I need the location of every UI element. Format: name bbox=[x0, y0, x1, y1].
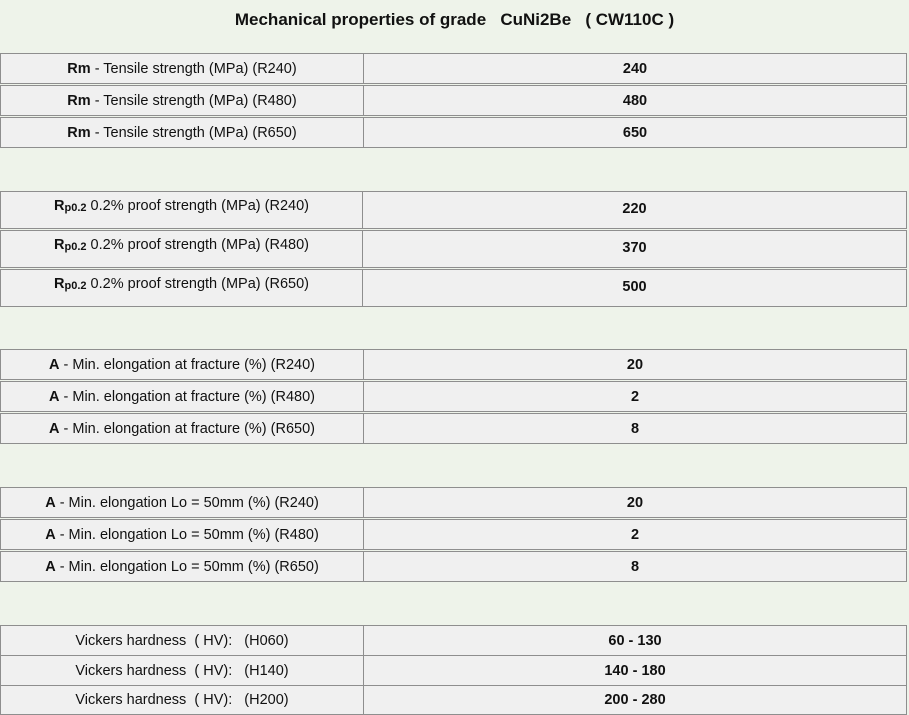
property-symbol: A bbox=[45, 494, 56, 511]
property-label bbox=[1, 520, 364, 549]
property-label bbox=[1, 350, 364, 379]
table-row bbox=[0, 53, 907, 84]
property-symbol: R bbox=[54, 237, 65, 253]
property-label: Vickers hardness ( HV): (H200) bbox=[1, 686, 364, 714]
page-title: Mechanical properties of grade CuNi2Be ( CW110C ) bbox=[234, 10, 675, 29]
property-subscript: p0.2 bbox=[64, 241, 87, 253]
property-value: 8 bbox=[630, 420, 640, 437]
property-symbol: A bbox=[49, 388, 60, 405]
property-value: 2 bbox=[630, 388, 640, 405]
property-label bbox=[1, 118, 364, 147]
property-value: 240 bbox=[622, 60, 648, 77]
table-row bbox=[0, 349, 907, 380]
property-value: 500 bbox=[622, 279, 647, 295]
property-value: 200 - 280 bbox=[604, 692, 666, 708]
table-row bbox=[0, 85, 907, 116]
table-row bbox=[0, 191, 907, 229]
property-text: 0.2% proof strength (MPa) (R480) bbox=[86, 237, 309, 253]
table-row bbox=[0, 625, 907, 656]
property-text: - Min. elongation Lo = 50mm (%) (R240) bbox=[55, 494, 319, 511]
property-symbol: Rm bbox=[67, 124, 91, 141]
property-label bbox=[1, 86, 364, 115]
property-value: 480 bbox=[622, 92, 648, 109]
property-symbol: Rm bbox=[67, 60, 91, 77]
table-row bbox=[0, 655, 907, 686]
property-symbol: A bbox=[49, 356, 60, 373]
property-label bbox=[1, 382, 364, 411]
table-row bbox=[0, 487, 907, 518]
property-label bbox=[1, 414, 364, 443]
property-symbol: R bbox=[54, 198, 65, 214]
property-text: - Min. elongation Lo = 50mm (%) (R650) bbox=[55, 558, 319, 575]
table-row bbox=[0, 381, 907, 412]
property-label: Vickers hardness ( HV): (H140) bbox=[1, 656, 364, 685]
property-value: 8 bbox=[630, 558, 640, 575]
table-row bbox=[0, 551, 907, 582]
property-symbol: Rm bbox=[67, 92, 91, 109]
table-row bbox=[0, 519, 907, 550]
property-label bbox=[1, 231, 363, 267]
property-text: - Min. elongation at fracture (%) (R650) bbox=[59, 420, 315, 437]
property-symbol: A bbox=[45, 558, 56, 575]
property-value: 650 bbox=[622, 124, 648, 141]
property-value: 370 bbox=[622, 240, 647, 256]
table-row bbox=[0, 413, 907, 444]
property-value: 20 bbox=[626, 356, 644, 373]
property-text: - Min. elongation at fracture (%) (R480) bbox=[59, 388, 315, 405]
property-text: - Tensile strength (MPa) (R240) bbox=[90, 60, 297, 77]
property-subscript: p0.2 bbox=[64, 202, 87, 214]
property-text: - Tensile strength (MPa) (R480) bbox=[90, 92, 297, 109]
property-symbol: A bbox=[45, 526, 56, 543]
table-row bbox=[0, 117, 907, 148]
property-text: 0.2% proof strength (MPa) (R650) bbox=[86, 276, 309, 292]
property-label bbox=[1, 192, 363, 228]
property-text: - Min. elongation at fracture (%) (R240) bbox=[59, 356, 315, 373]
property-value: 2 bbox=[630, 526, 640, 543]
property-text: - Min. elongation Lo = 50mm (%) (R480) bbox=[55, 526, 319, 543]
property-symbol: A bbox=[49, 420, 60, 437]
property-value: 20 bbox=[626, 494, 644, 511]
table-row bbox=[0, 685, 907, 715]
property-value: 220 bbox=[622, 201, 647, 217]
property-label bbox=[1, 270, 363, 306]
property-label: Vickers hardness ( HV): (H060) bbox=[1, 626, 364, 655]
property-symbol: R bbox=[54, 276, 65, 292]
property-value: 60 - 130 bbox=[608, 632, 662, 649]
property-label bbox=[1, 552, 364, 581]
property-label bbox=[1, 54, 364, 83]
property-text: - Tensile strength (MPa) (R650) bbox=[90, 124, 297, 141]
property-subscript: p0.2 bbox=[64, 280, 87, 292]
table-row bbox=[0, 269, 907, 307]
property-text: 0.2% proof strength (MPa) (R240) bbox=[86, 198, 309, 214]
table-row bbox=[0, 230, 907, 268]
property-value: 140 - 180 bbox=[604, 662, 666, 679]
property-label bbox=[1, 488, 364, 517]
